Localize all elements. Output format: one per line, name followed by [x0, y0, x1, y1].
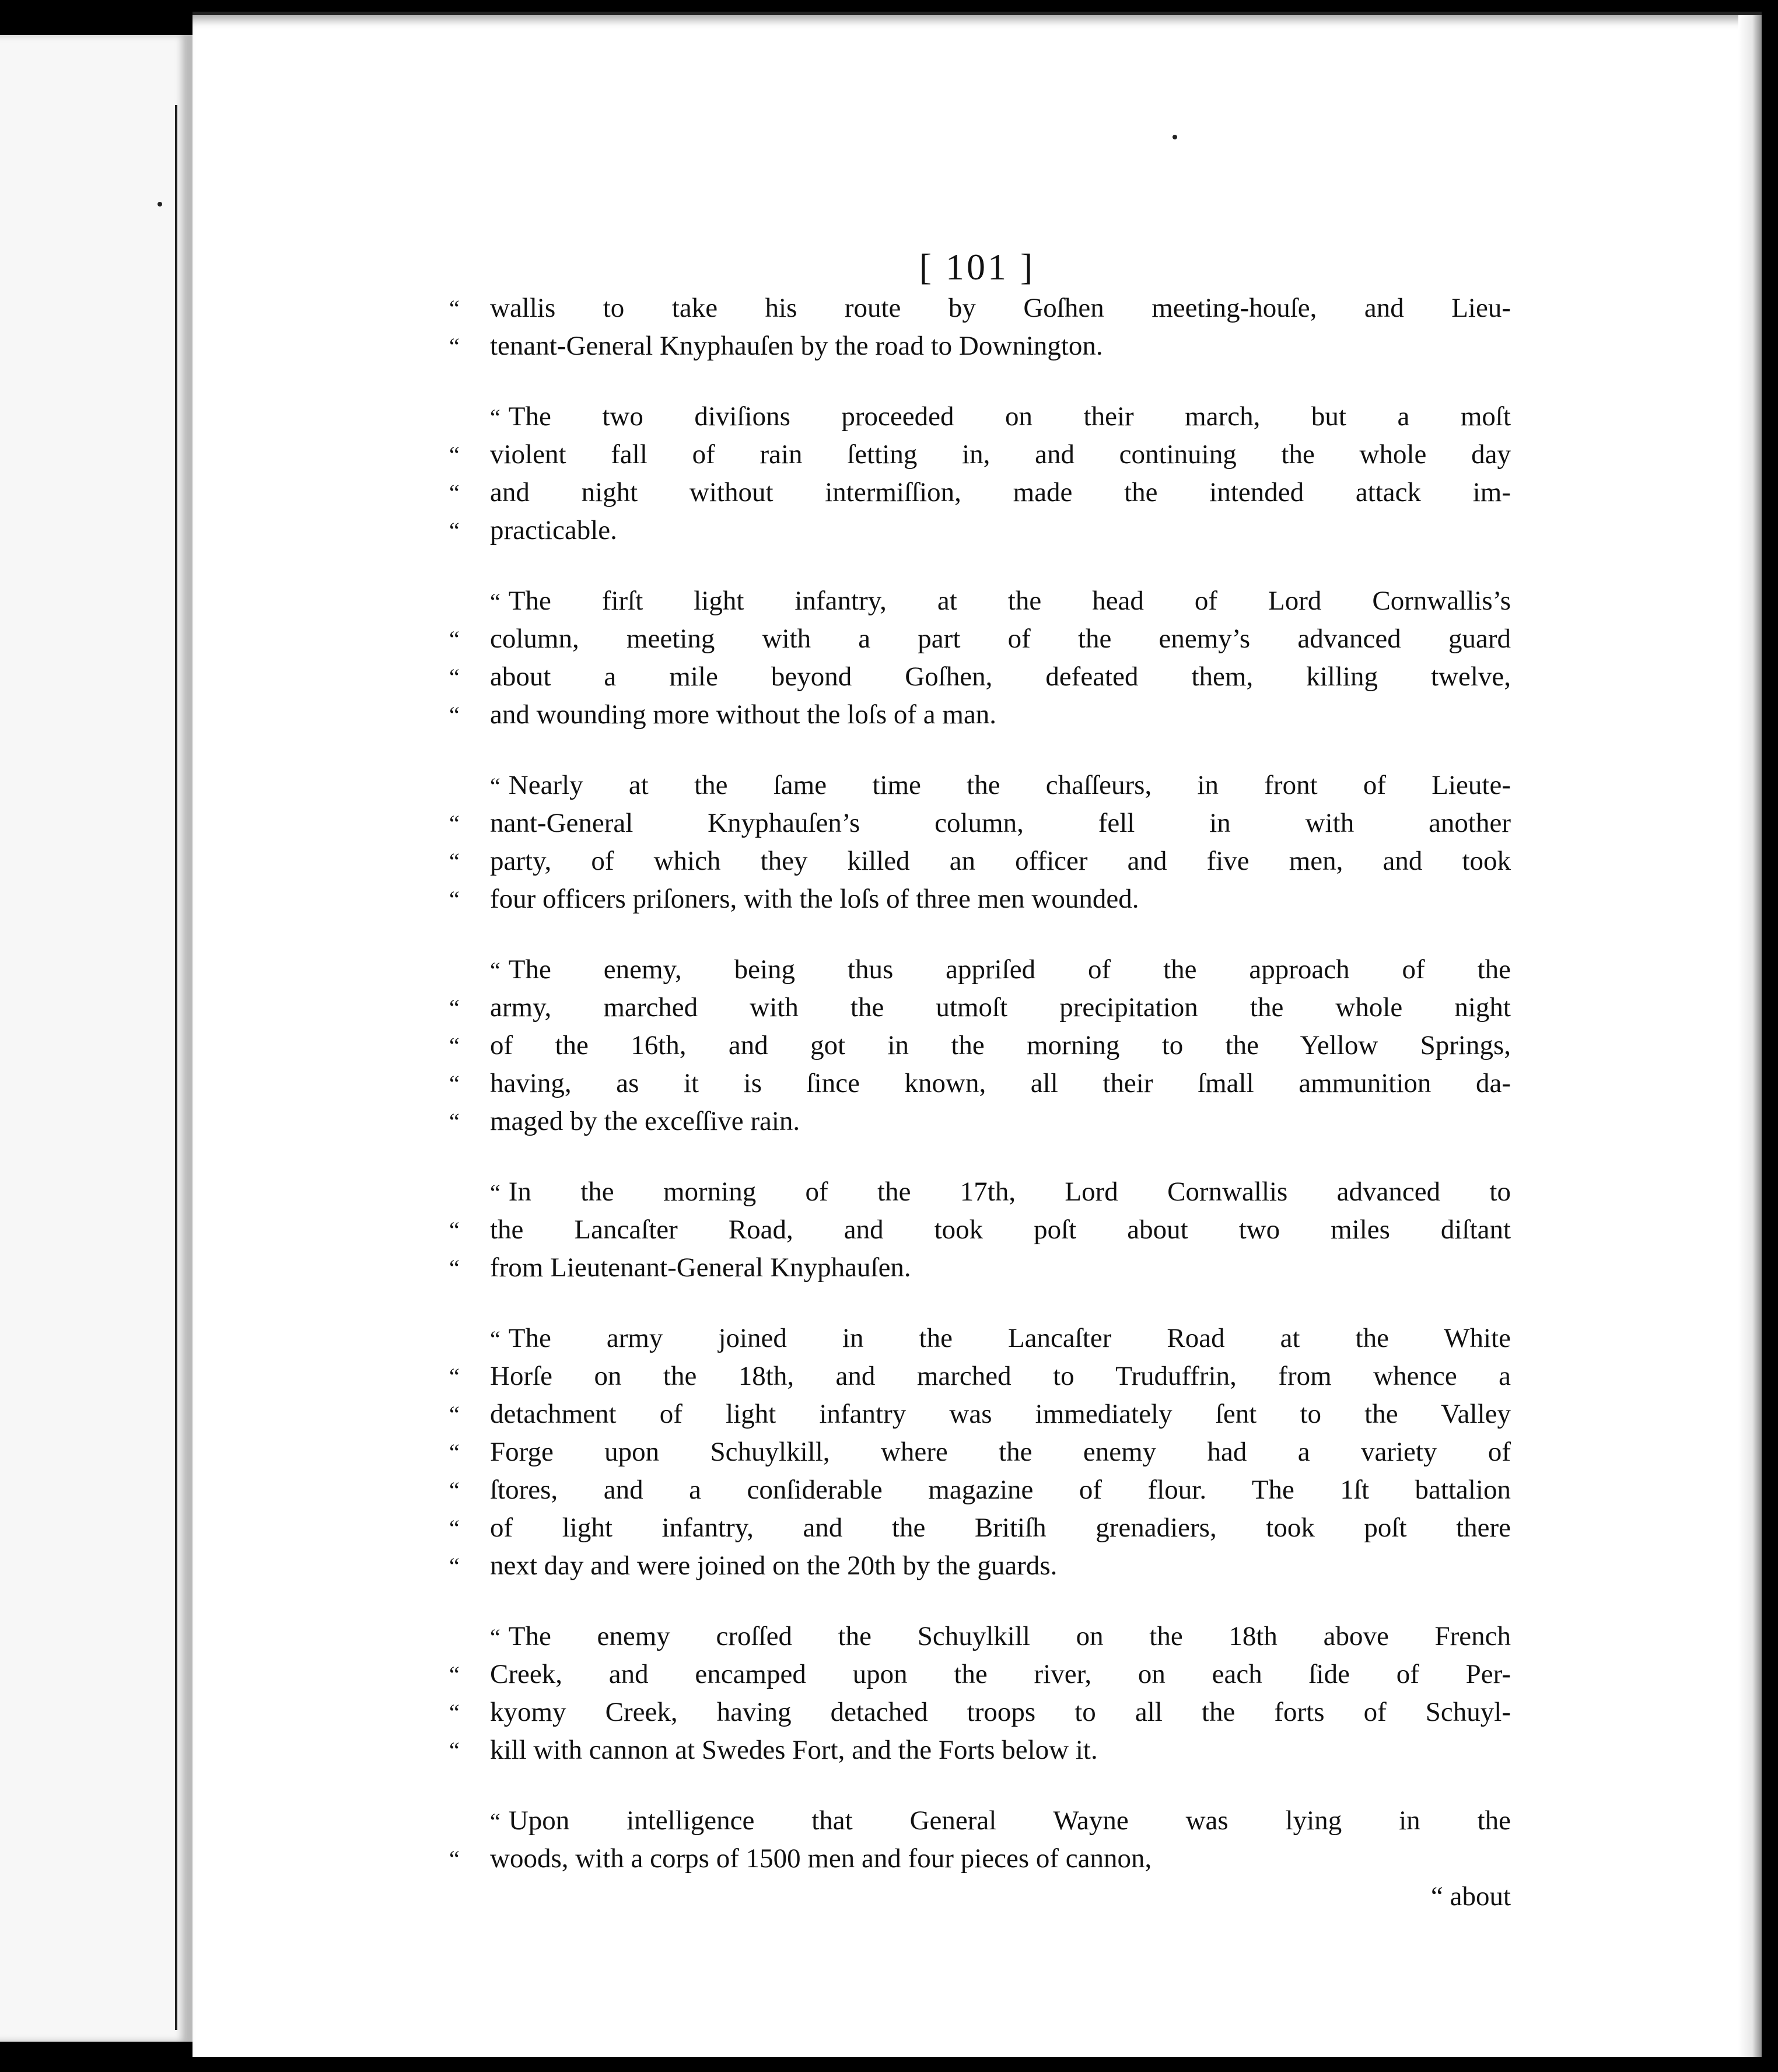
- line-text: about a mile beyond Goſhen, defeated them, killing twelve,: [490, 662, 1511, 692]
- text-line: [449, 289, 1511, 327]
- text-line: [449, 1211, 1511, 1249]
- text-line: [449, 1656, 1511, 1693]
- text-line: [449, 1840, 1511, 1878]
- text-line: [449, 1027, 1511, 1065]
- ink-speck: [158, 202, 162, 206]
- quote-mark: “: [490, 589, 501, 615]
- quote-mark: “: [449, 442, 460, 468]
- quote-mark: “: [449, 1699, 460, 1726]
- quote-mark: “: [449, 1846, 460, 1872]
- text-line: [449, 398, 1511, 436]
- text-line: [449, 1731, 1511, 1769]
- quote-mark: “: [449, 1515, 460, 1541]
- line-text: Forge upon Schuylkill, where the enemy had a variety of: [490, 1437, 1511, 1467]
- text-line: [449, 880, 1511, 918]
- text-line: [449, 620, 1511, 658]
- text-line: [449, 842, 1511, 880]
- paragraph: [449, 951, 1511, 1140]
- line-text: Horſe on the 18th, and marched to Truduffrin, from whence a: [490, 1361, 1511, 1391]
- quote-mark: “: [449, 517, 460, 544]
- line-text: of light infantry, and the Britiſh grenadiers, took poſt there: [490, 1513, 1511, 1543]
- text-line: [449, 582, 1511, 620]
- text-line: [449, 1433, 1511, 1471]
- text-line: [449, 989, 1511, 1027]
- catchword: “ about: [1430, 1881, 1511, 1912]
- paragraph: [449, 1618, 1511, 1769]
- line-text: column, meeting with a part of the enemy’s advanced guard: [490, 624, 1511, 654]
- paragraph: [449, 1173, 1511, 1287]
- line-text: The firſt light infantry, at the head of Lord Cornwallis’s: [508, 586, 1511, 616]
- text-line: [449, 766, 1511, 804]
- page-body-text: [449, 289, 1511, 1916]
- page-gutter-line: [175, 105, 177, 2030]
- line-text: wallis to take his route by Goſhen meeting-houſe, and Lieu-: [490, 293, 1511, 323]
- quote-mark: “: [449, 626, 460, 652]
- quote-mark: “: [449, 1661, 460, 1688]
- text-line: [449, 327, 1511, 365]
- line-text: The army joined in the Lancaſter Road at the White: [508, 1323, 1511, 1353]
- quote-mark: “: [449, 1217, 460, 1243]
- quote-mark: “: [449, 1032, 460, 1059]
- line-text: having, as it is ſince known, all their ſmall ammunition da-: [490, 1068, 1511, 1098]
- line-text: Upon intelligence that General Wayne was lying in the: [508, 1805, 1511, 1836]
- page-header: [ 101 ]: [919, 246, 1035, 288]
- line-text: detachment of light infantry was immediately ſent to the Valley: [490, 1399, 1511, 1429]
- quote-mark: “: [449, 1401, 460, 1427]
- text-line: [449, 1249, 1511, 1287]
- line-text: violent fall of rain ſetting in, and continuing the whole day: [490, 439, 1511, 470]
- text-line: [449, 1509, 1511, 1547]
- line-text: ſtores, and a conſiderable magazine of flour. The 1ſt battalion: [490, 1475, 1511, 1505]
- quote-mark: “: [449, 1255, 460, 1281]
- quote-mark: “: [449, 1477, 460, 1503]
- quote-mark: “: [490, 404, 501, 430]
- quote-mark: “: [490, 1624, 501, 1650]
- line-text: The enemy, being thus appriſed of the approach of the: [508, 954, 1511, 985]
- paragraph: [449, 766, 1511, 918]
- text-line: [449, 1173, 1511, 1211]
- paragraph: [449, 582, 1511, 734]
- quote-mark: “: [490, 1808, 501, 1835]
- ink-speck: [1172, 135, 1177, 139]
- quote-mark: “: [490, 957, 501, 984]
- line-text: The two diviſions proceeded on their march, but a moſt: [508, 401, 1511, 432]
- line-text: In the morning of the 17th, Lord Cornwallis advanced to: [508, 1177, 1511, 1207]
- text-line: [449, 512, 1511, 550]
- quote-mark: “: [449, 702, 460, 728]
- page-right-shadow: [1738, 15, 1762, 2057]
- line-text: Creek, and encamped upon the river, on each ſide of Per-: [490, 1659, 1511, 1689]
- line-text: kill with cannon at Swedes Fort, and the Forts below it.: [490, 1735, 1098, 1765]
- quote-mark: “: [449, 664, 460, 690]
- text-line: [449, 1802, 1511, 1840]
- text-line: [449, 474, 1511, 512]
- line-text: nant-General Knyphauſen’s column, fell in with another: [490, 808, 1511, 838]
- quote-mark: “: [490, 773, 501, 799]
- line-text: the Lancaſter Road, and took poſt about two miles diſtant: [490, 1214, 1511, 1245]
- line-text: army, marched with the utmoſt precipitation the whole night: [490, 992, 1511, 1023]
- text-line: [449, 696, 1511, 734]
- quote-mark: “: [449, 1439, 460, 1465]
- text-line: [449, 1320, 1511, 1357]
- text-line: [449, 1102, 1511, 1140]
- text-line: [449, 1693, 1511, 1731]
- quote-mark: “: [449, 1553, 460, 1579]
- quote-mark: “: [490, 1326, 501, 1352]
- text-line: [449, 1618, 1511, 1656]
- line-text: and night without intermiſſion, made the intended attack im-: [490, 477, 1511, 508]
- text-line: [449, 804, 1511, 842]
- quote-mark: “: [449, 480, 460, 506]
- line-text: and wounding more without the loſs of a man.: [490, 699, 997, 730]
- text-line: [449, 1547, 1511, 1585]
- facing-page-edge: [0, 35, 198, 2042]
- text-line: [449, 658, 1511, 696]
- quote-mark: “: [449, 1070, 460, 1097]
- line-text: next day and were joined on the 20th by the guards.: [490, 1550, 1058, 1581]
- text-line: [449, 1471, 1511, 1509]
- quote-mark: “: [449, 810, 460, 836]
- paragraph: [449, 1320, 1511, 1585]
- line-text: The enemy croſſed the Schuylkill on the 18th above French: [508, 1621, 1511, 1651]
- quote-mark: “: [449, 295, 460, 321]
- book-page: [192, 12, 1762, 2057]
- quote-mark: “: [490, 1180, 501, 1206]
- line-text: four officers priſoners, with the loſs of three men wounded.: [490, 884, 1139, 914]
- text-line: [449, 1357, 1511, 1395]
- line-text: from Lieutenant-General Knyphauſen.: [490, 1252, 911, 1283]
- quote-mark: “: [449, 1737, 460, 1763]
- text-line: [449, 951, 1511, 989]
- quote-mark: “: [449, 848, 460, 874]
- line-text: Nearly at the ſame time the chaſſeurs, in front of Lieute-: [508, 770, 1511, 800]
- line-text: kyomy Creek, having detached troops to all the forts of Schuyl-: [490, 1697, 1511, 1727]
- text-line: [449, 1065, 1511, 1102]
- text-line: [449, 436, 1511, 474]
- paragraph: [449, 289, 1511, 365]
- quote-mark: “: [449, 1363, 460, 1390]
- paragraph: [449, 398, 1511, 550]
- quote-mark: “: [449, 995, 460, 1021]
- paragraph: [449, 1802, 1511, 1878]
- line-text: practicable.: [490, 515, 617, 545]
- line-text: of the 16th, and got in the morning to the Yellow Springs,: [490, 1030, 1511, 1060]
- line-text: woods, with a corps of 1500 men and four pieces of cannon,: [490, 1843, 1152, 1874]
- quote-mark: “: [449, 886, 460, 912]
- line-text: maged by the exceſſive rain.: [490, 1106, 800, 1136]
- quote-mark: “: [449, 333, 460, 359]
- line-text: party, of which they killed an officer and five men, and took: [490, 846, 1511, 876]
- quote-mark: “: [449, 1108, 460, 1135]
- line-text: tenant-General Knyphauſen by the road to Downington.: [490, 331, 1103, 361]
- text-line: [449, 1395, 1511, 1433]
